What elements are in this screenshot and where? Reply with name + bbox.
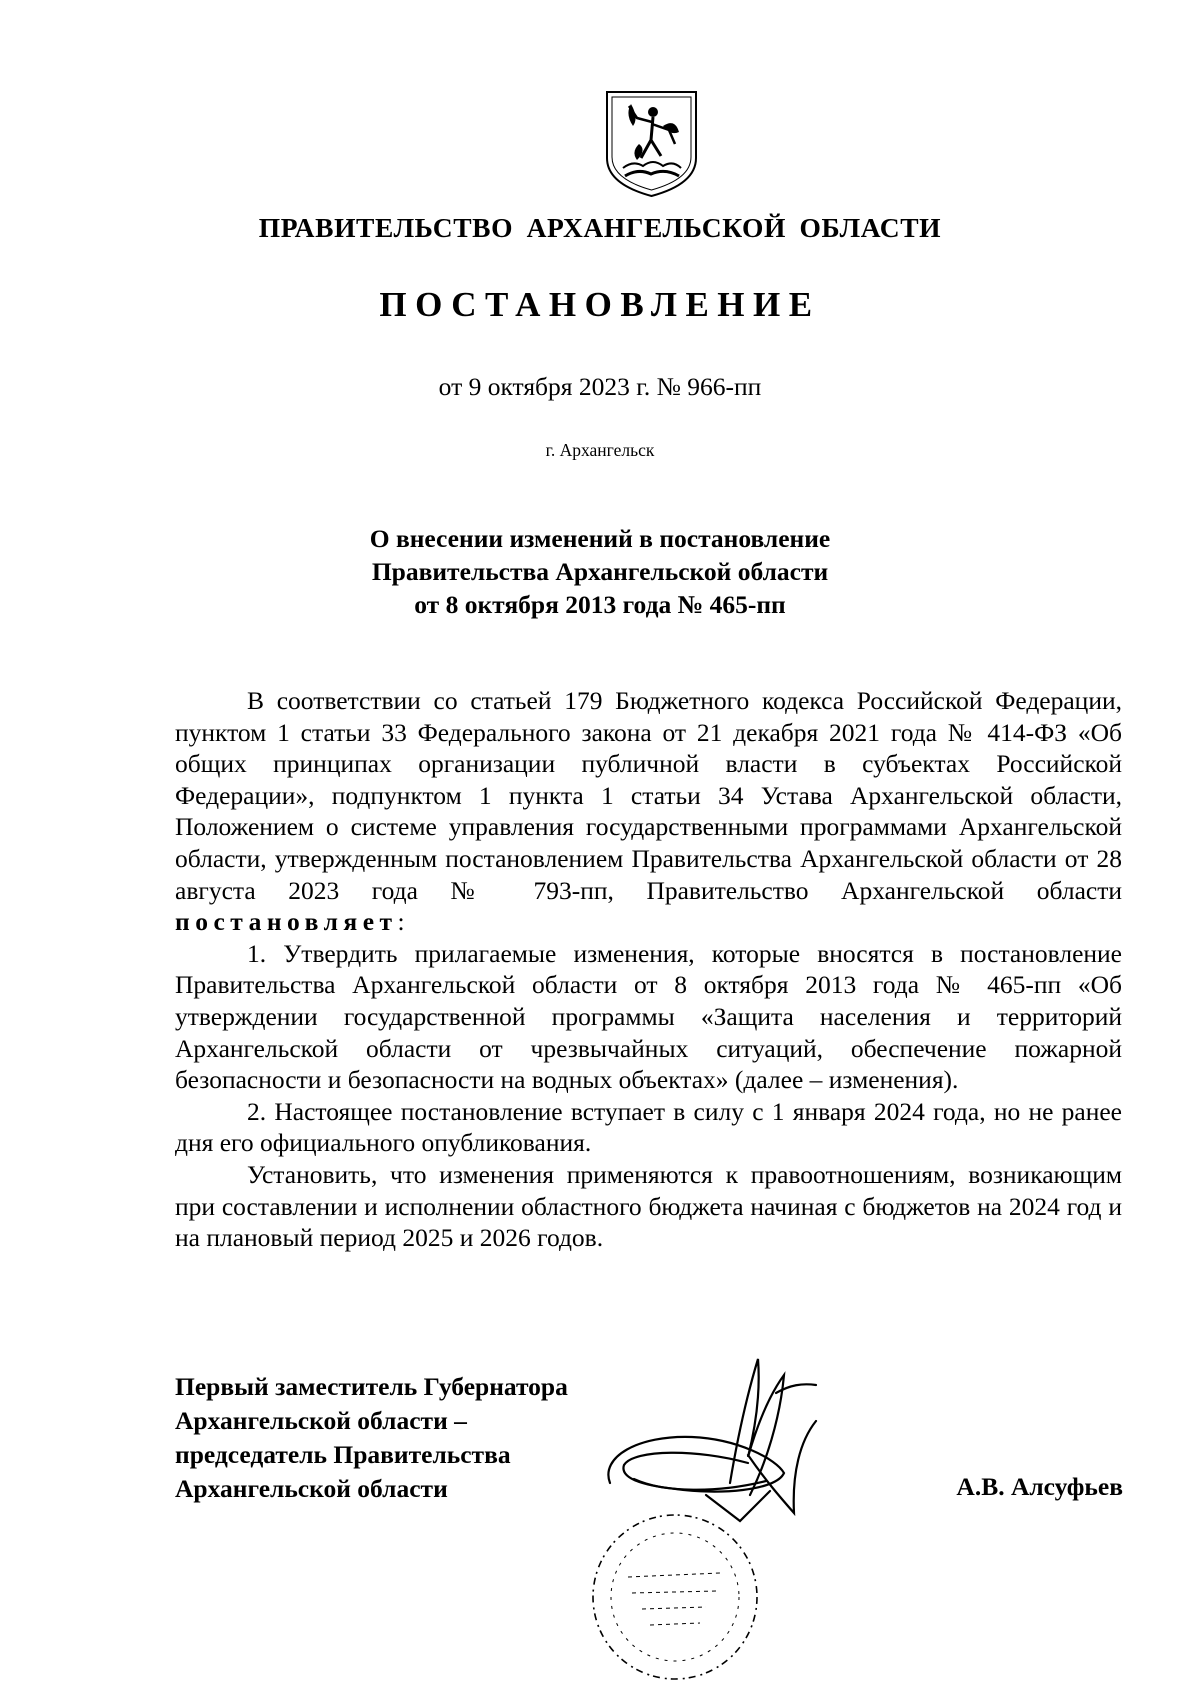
title-line-1: О внесении изменений в постановление bbox=[369, 524, 831, 553]
document-city: г. Архангельск bbox=[545, 440, 655, 460]
signature-and-seal bbox=[580, 1345, 920, 1697]
paragraph-preamble bbox=[175, 685, 1122, 938]
paragraph-item-1: 1. Утвердить прилагаемые изменения, которые вносятся в постановление Правительства Архангельской области от 8 октября 2013 года № 465-пп «Об утверждении государственной программы «Защита населения и территорий Архангельской области от чрезвычайных ситуаций, обеспечение пожарной безопасности и безопасности на водных объектах» (далее – изменения). bbox=[175, 938, 1122, 1095]
title-line-3: от 8 октября 2013 года № 465-пп bbox=[414, 590, 786, 619]
preamble-text: В соответствии со статьей 179 Бюджетного кодекса Российской Федерации, пунктом 1 статьи 33 Федерального закона от 21 декабря 2021 года № 414-ФЗ «Об общих принципах организации публичной власти в субъектах Российской Федерации», подпунктом 1 пункта 1 статьи 34 Устава Архангельской области, Положением о системе управления государственными программами Архангельской области, утвержденным постановлением Правительства Архангельской области от 28 августа 2023 года № 793-пп, Правительство Архангельской области bbox=[175, 686, 1122, 905]
handwritten-signature bbox=[608, 1359, 816, 1521]
signatory-name: А.В. Алсуфьев bbox=[956, 1472, 1123, 1501]
document-type: ПОСТАНОВЛЕНИЕ bbox=[379, 285, 821, 324]
resolves-word: постановляет bbox=[175, 907, 398, 937]
signatory-title-line-4: Архангельской области bbox=[175, 1474, 448, 1503]
signatory-title bbox=[175, 1370, 568, 1506]
title-line-2: Правительства Архангельской области bbox=[371, 557, 829, 586]
document-body bbox=[175, 685, 1122, 1254]
preamble-end: : bbox=[397, 907, 405, 937]
official-seal-icon bbox=[593, 1515, 757, 1679]
signatory-title-line-1: Первый заместитель Губернатора bbox=[175, 1372, 568, 1401]
paragraph-item-2: 2. Настоящее постановление вступает в силу с 1 января 2024 года, но не ранее дня его официального опубликования. bbox=[175, 1096, 1122, 1158]
document-title bbox=[0, 522, 1200, 621]
signatory-title-line-3: председатель Правительства bbox=[175, 1440, 511, 1469]
organization-name: ПРАВИТЕЛЬСТВО АРХАНГЕЛЬСКОЙ ОБЛАСТИ bbox=[258, 212, 942, 243]
signatory-title-line-2: Архангельской области – bbox=[175, 1406, 467, 1435]
coat-of-arms-icon bbox=[603, 88, 700, 200]
document-date-number: от 9 октября 2023 г. № 966-пп bbox=[438, 372, 762, 401]
paragraph-item-3: Установить, что изменения применяются к правоотношениям, возникающим при составлении и исполнении областного бюджета начиная с бюджетов на 2024 год и на плановый период 2025 и 2026 годов. bbox=[175, 1159, 1122, 1253]
